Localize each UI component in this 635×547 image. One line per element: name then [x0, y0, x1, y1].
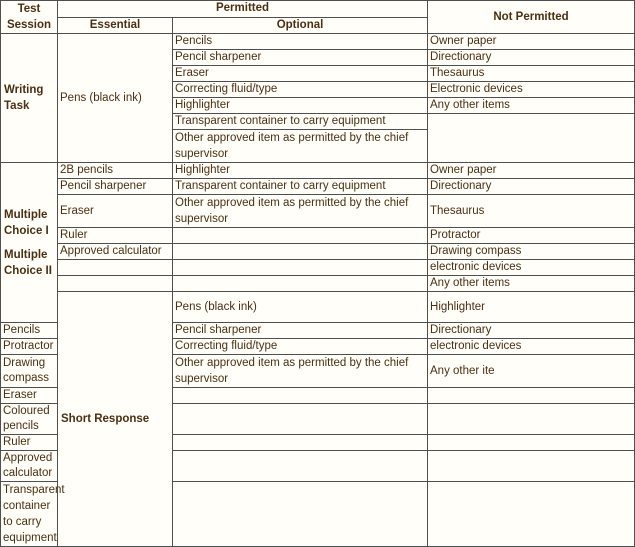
multiple-not-permitted-item: Any other items [428, 276, 635, 292]
writing-not-permitted-item: Any other items [428, 98, 635, 114]
multiple-optional-item: Highlighter [173, 163, 428, 179]
short-optional-item: Other approved item as permitted by the chief supervisor [173, 355, 428, 388]
short-not-permitted-empty [428, 482, 635, 547]
header-optional: Optional [173, 17, 428, 34]
session-short-response: Short Response [58, 292, 173, 547]
short-optional-empty [173, 435, 428, 451]
session-multiple-choice-1: Multiple Choice I [4, 208, 49, 237]
short-not-permitted-empty [428, 451, 635, 482]
short-not-permitted-item: Any other ite [428, 355, 635, 388]
multiple-optional-empty [173, 228, 428, 244]
writing-optional-item: Eraser [173, 66, 428, 82]
short-not-permitted-item: Directionary [428, 323, 635, 339]
short-optional-item: Pencil sharpener [173, 323, 428, 339]
writing-optional-item: Other approved item as permitted by the chief supervisor [173, 130, 428, 163]
multiple-not-permitted-item: Drawing compass [428, 244, 635, 260]
multiple-optional-empty [173, 244, 428, 260]
multiple-essential-empty [58, 260, 173, 276]
writing-not-permitted-item: Thesaurus [428, 66, 635, 82]
short-essential-item: Protractor [1, 339, 58, 355]
writing-optional-item: Correcting fluid/type [173, 82, 428, 98]
writing-not-permitted-item: Electronic devices [428, 82, 635, 98]
writing-not-permitted-item: Owner paper [428, 34, 635, 50]
short-essential-item: Coloured pencils [1, 404, 58, 435]
short-essential-item: Pens (black ink) [173, 292, 428, 323]
short-not-permitted-empty [428, 435, 635, 451]
short-essential-item: Drawing compass [1, 355, 58, 388]
multiple-not-permitted-item: electronic devices [428, 260, 635, 276]
short-essential-item: Approved calculator [1, 451, 58, 482]
multiple-not-permitted-item: Protractor [428, 228, 635, 244]
short-optional-empty [173, 451, 428, 482]
multiple-optional-empty [173, 260, 428, 276]
multiple-optional-item: Transparent container to carry equipment [173, 179, 428, 195]
header-permitted: Permitted [58, 1, 428, 18]
writing-optional-item: Highlighter [173, 98, 428, 114]
session-writing-task: Writing Task [1, 34, 58, 163]
short-not-permitted-empty [428, 404, 635, 435]
short-optional-empty [173, 482, 428, 547]
writing-optional-item: Pencils [173, 34, 428, 50]
multiple-essential-item: Approved calculator [58, 244, 173, 260]
short-optional-empty [173, 388, 428, 404]
session-multiple-choice-2: Multiple Choice II [4, 248, 52, 277]
multiple-essential-item: Ruler [58, 228, 173, 244]
header-test-session: Test Session [1, 1, 58, 34]
short-not-permitted-empty [428, 388, 635, 404]
multiple-essential-item: 2B pencils [58, 163, 173, 179]
header-not-permitted: Not Permitted [428, 1, 635, 34]
short-essential-item: Eraser [1, 388, 58, 404]
writing-essential-cell: Pens (black ink) [58, 34, 173, 163]
short-not-permitted-item: electronic devices [428, 339, 635, 355]
short-essential-item: Ruler [1, 435, 58, 451]
short-essential-item: Transparent container to carry equipment [1, 482, 58, 547]
short-optional-item: Highlighter [428, 292, 635, 323]
multiple-not-permitted-item: Directionary [428, 179, 635, 195]
session-multiple-choice [1, 163, 58, 323]
multiple-not-permitted-item: Owner paper [428, 163, 635, 179]
multiple-essential-empty [58, 276, 173, 292]
short-optional-item: Correcting fluid/type [173, 339, 428, 355]
short-optional-empty [173, 404, 428, 435]
multiple-essential-item: Eraser [58, 195, 173, 228]
writing-optional-item: Pencil sharpener [173, 50, 428, 66]
multiple-not-permitted-item: Thesaurus [428, 195, 635, 228]
short-essential-item: Pencils [1, 323, 58, 339]
writing-not-permitted-empty [428, 114, 635, 163]
multiple-optional-empty [173, 276, 428, 292]
writing-not-permitted-item: Directionary [428, 50, 635, 66]
header-essential: Essential [58, 17, 173, 34]
multiple-essential-item: Pencil sharpener [58, 179, 173, 195]
multiple-optional-item: Other approved item as permitted by the chief supervisor [173, 195, 428, 228]
writing-optional-item: Transparent container to carry equipment [173, 114, 428, 130]
